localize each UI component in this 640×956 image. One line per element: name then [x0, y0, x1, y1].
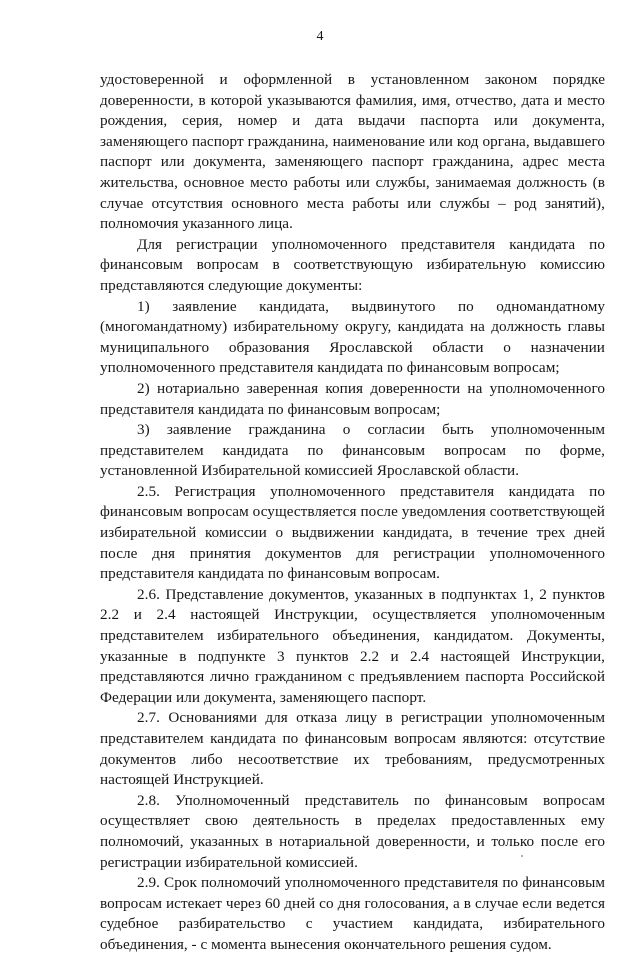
list-item-3: 3) заявление гражданина о согласии быть уполномоченным представителем кандидата по финансовым вопросам по форме, установленной Избирательной комиссией Ярославской области.: [100, 421, 605, 480]
scan-speck: [521, 855, 523, 857]
paragraph-documents-intro: Для регистрации уполномоченного представителя кандидата по финансовым вопросам в соответствующую избирательную комиссию представляются следующие документы:: [100, 235, 605, 294]
list-item-1: 1) заявление кандидата, выдвинутого по одномандатному (многомандатному) избирательному округу, кандидата на должность главы муниципального образования Ярославской области о назначении уполномоченного представителя кандидата по финансовым вопросам;: [100, 297, 605, 377]
section-2-6: 2.6. Представление документов, указанных в подпунктах 1, 2 пунктов 2.2 и 2.4 настоящей Инструкции, осуществляется уполномоченным представителем избирательного объединения, кандидатом. Документы, указанные в подпункте 3 пунктов 2.2 и 2.4 настоящей Инструкции, представляются лично гражданином с предъявлением паспорта Российской Федерации или документа, заменяющего паспорт.: [100, 585, 605, 706]
paragraph-continuation: удостоверенной и оформленной в установленном законом порядке доверенности, в которой указываются фамилия, имя, отчество, дата и место рождения, серия, номер и дата выдачи паспорта или документа, заменяющего паспорт гражданина, наименование или код органа, выдавшего паспорт или документа, заменяющего паспорт гражданина, адрес места жительства, основное место работы или службы, занимаемая должность (в случае отсутствия основного места работы или службы – род занятий), полномочия указанного лица.: [100, 71, 605, 233]
section-2-7: 2.7. Основаниями для отказа лицу в регистрации уполномоченным представителем кандидата по финансовым вопросам являются: отсутствие документов либо несоответствие их требованиям, предусмотренных настоящей Инструкцией.: [100, 709, 605, 789]
document-body: [100, 70, 605, 956]
section-2-8: 2.8. Уполномоченный представитель по финансовым вопросам осуществляет свою деятельность в пределах предоставленных ему полномочий, указанных в нотариальной доверенности, и только после его регистрации избирательной комиссией.: [100, 791, 605, 871]
section-2-9: 2.9. Срок полномочий уполномоченного представителя по финансовым вопросам истекает через 60 дней со дня голосования, а в случае если ведется судебное разбирательство с участием кандидата, избирательного объединения, - с момента вынесения окончательного решения судом.: [100, 874, 605, 953]
section-2-5: 2.5. Регистрация уполномоченного представителя кандидата по финансовым вопросам осуществляется после уведомления соответствующей избирательной комиссии о выдвижении кандидата, в течение трех дней после дня принятия документов для регистрации уполномоченного представителя кандидата по финансовым вопросам.: [100, 482, 605, 583]
page-number: 4: [316, 29, 324, 44]
list-item-2: 2) нотариально заверенная копия доверенности на уполномоченного представителя кандидата по финансовым вопросам;: [100, 379, 605, 418]
